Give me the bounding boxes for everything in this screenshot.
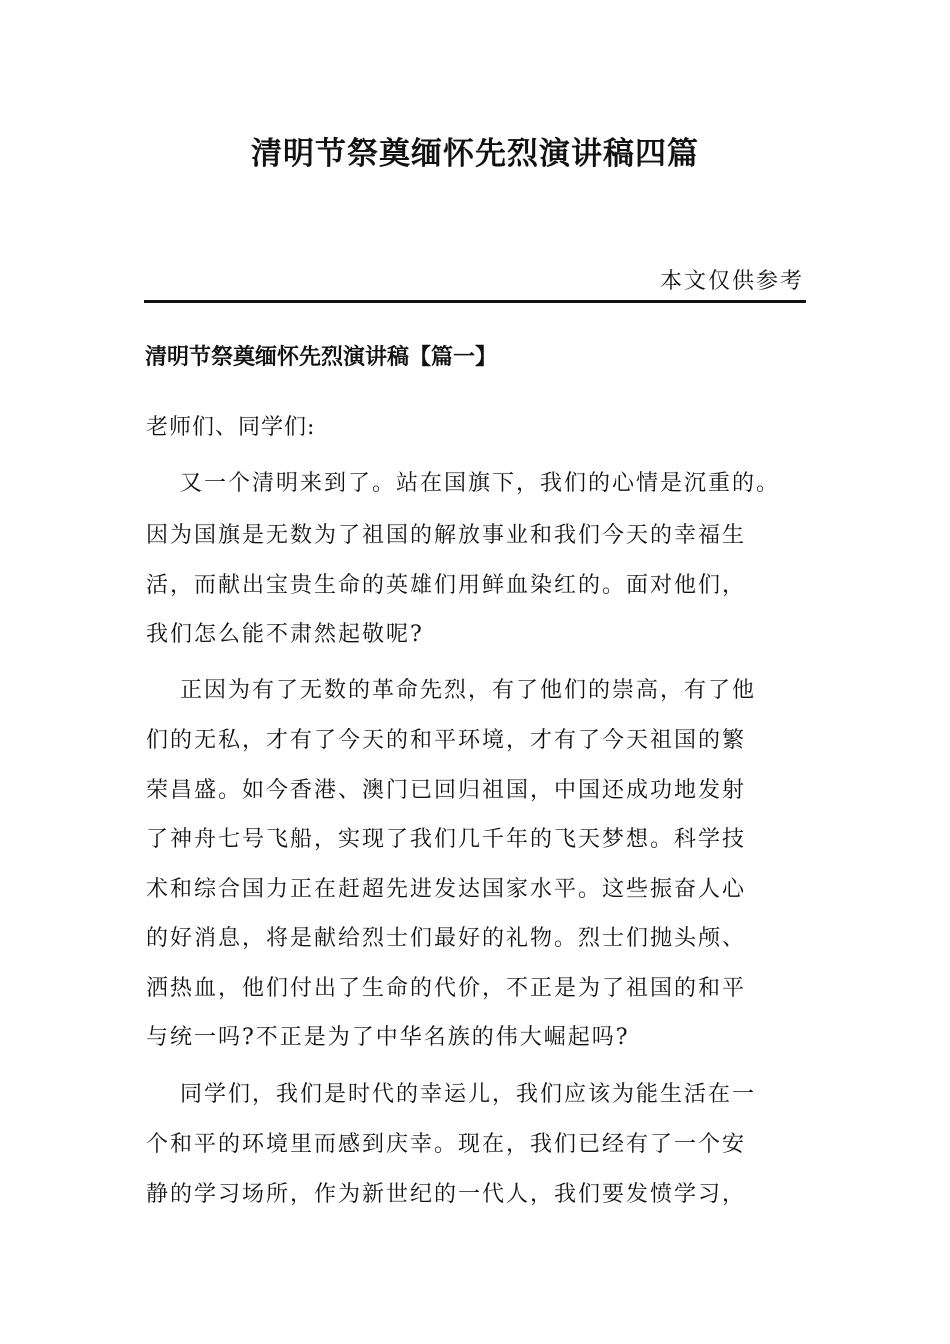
paragraph-line: 静的学习场所，作为新世纪的一代人，我们要发愤学习，	[146, 1182, 747, 1207]
paragraph-line: 同学们，我们是时代的幸运儿，我们应该为能生活在一	[180, 1082, 757, 1107]
paragraph-line: 洒热血，他们付出了生命的代价，不正是为了祖国的和平	[146, 976, 747, 1001]
paragraph-line: 正因为有了无数的革命先烈，有了他们的崇高，有了他	[180, 678, 757, 703]
disclaimer-text: 本文仅供参考	[659, 269, 804, 294]
horizontal-rule	[144, 300, 806, 303]
paragraph-line: 了神舟七号飞船，实现了我们几千年的飞天梦想。科学技	[146, 827, 747, 852]
paragraph-line: 术和综合国力正在赶超先进发达国家水平。这些振奋人心	[146, 877, 747, 902]
paragraph-line: 们的无私，才有了今天的和平环境，才有了今天祖国的繁	[146, 728, 747, 753]
paragraph-line: 活，而献出宝贵生命的英雄们用鲜血染红的。面对他们，	[146, 573, 747, 598]
paragraph-line: 的好消息，将是献给烈士们最好的礼物。烈士们抛头颅、	[146, 926, 747, 951]
paragraph-line: 与统一吗?不正是为了中华名族的伟大崛起吗?	[146, 1025, 630, 1050]
paragraph-line: 我们怎么能不肃然起敬呢?	[146, 622, 424, 647]
salutation: 老师们、同学们:	[146, 415, 316, 440]
paragraph-line: 又一个清明来到了。站在国旗下，我们的心情是沉重的。	[180, 471, 781, 496]
paragraph-line: 荣昌盛。如今香港、澳门已回归祖国，中国还成功地发射	[146, 778, 747, 803]
section-heading: 清明节祭奠缅怀先烈演讲稿【篇一】	[145, 345, 498, 370]
document-title: 清明节祭奠缅怀先烈演讲稿四篇	[251, 136, 699, 172]
paragraph-line: 个和平的环境里而感到庆幸。现在，我们已经有了一个安	[146, 1132, 747, 1157]
paragraph-line: 因为国旗是无数为了祖国的解放事业和我们今天的幸福生	[146, 523, 747, 548]
